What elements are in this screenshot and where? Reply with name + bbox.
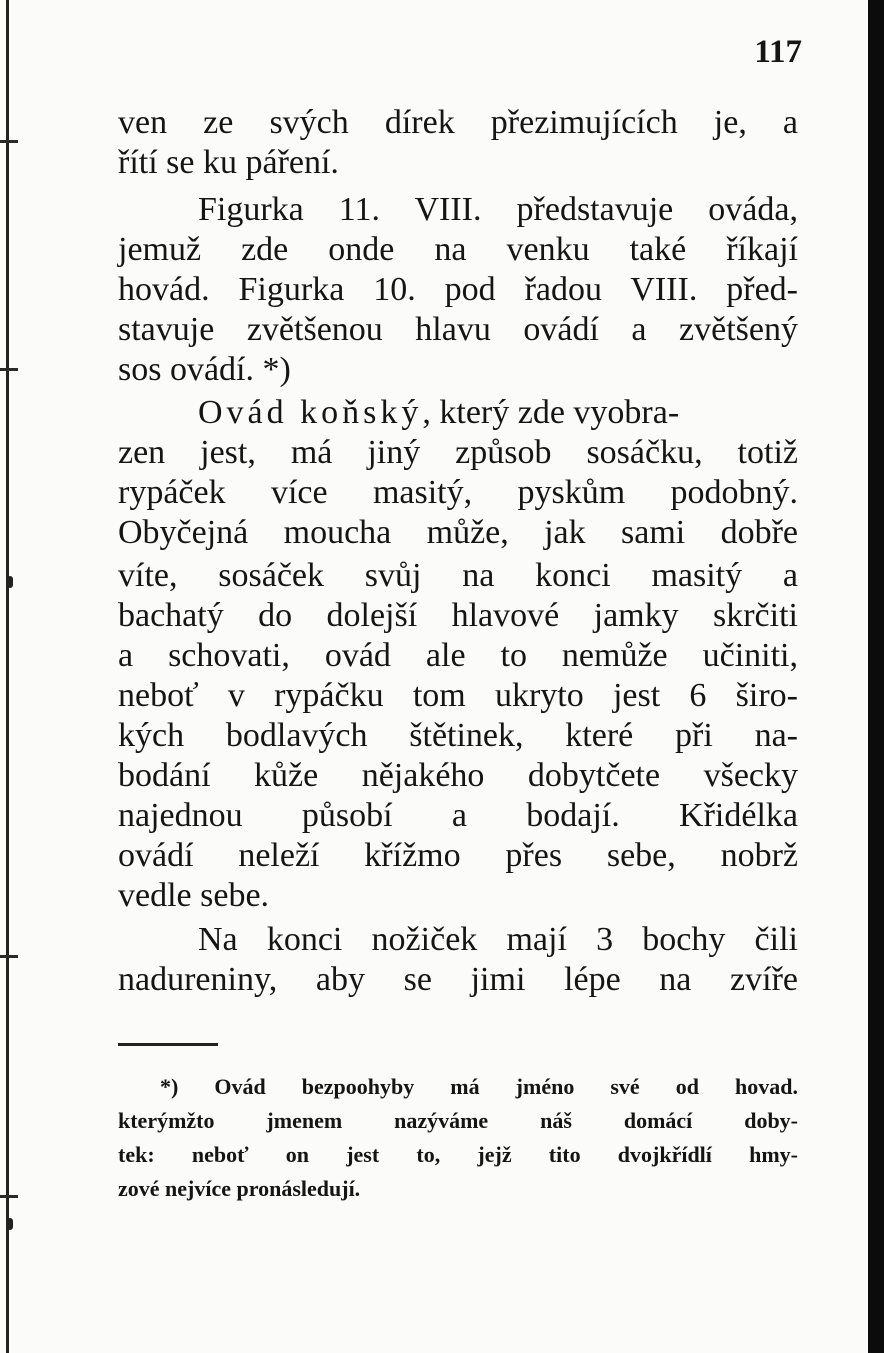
body-line: bodání kůže nějakého dobytčete všecky: [118, 757, 798, 794]
body-line: víte, sosáček svůj na konci masitý a: [118, 557, 798, 594]
body-line: bachatý do dolejší hlavové jamky skrčiti: [118, 597, 798, 634]
body-line: jemuž zde onde na venku také říkají: [118, 231, 798, 268]
body-line: sos ovádí. *): [118, 351, 291, 388]
scan-edge-mark: [0, 955, 18, 958]
scan-edge-mark: [0, 1195, 18, 1198]
body-line: hovád. Figurka 10. pod řadou VIII. před-: [118, 271, 798, 308]
body-line: rypáček více masitý, pyskům podobný.: [118, 474, 798, 511]
scan-right-edge: [868, 0, 884, 1353]
footnote-line: *) Ovád bezpoohyby má jméno své od hovad.: [160, 1074, 798, 1099]
body-line: najednou působí a bodají. Křidélka: [118, 797, 798, 834]
scan-edge-mark: [0, 368, 18, 371]
body-line: ovádí neleží křížmo přes sebe, nobrž: [118, 837, 798, 874]
body-line: kých bodlavých štětinek, které při na-: [118, 717, 798, 754]
body-line-rest: , který zde vyobra-: [422, 394, 680, 431]
body-line: neboť v rypáčku tom ukryto jest 6 širo-: [118, 677, 798, 714]
body-line: ven ze svých dírek přezimujících je, a: [118, 104, 798, 141]
body-line: nadureniny, aby se jimi lépe na zvíře: [118, 961, 798, 998]
scan-left-edge: [6, 0, 9, 1353]
footnote-line: tek: neboť on jest to, jejž tito dvojkřídlí hmy-: [118, 1142, 798, 1167]
footnote-line: zové nejvíce pronásledují.: [118, 1176, 361, 1201]
body-line: vedle sebe.: [118, 877, 270, 914]
body-line: Figurka 11. VIII. představuje ováda,: [198, 191, 798, 228]
scan-edge-dot: [7, 576, 13, 588]
body-line: Na konci nožiček mají 3 bochy čili: [198, 921, 798, 958]
body-line: řítí se ku páření.: [118, 144, 339, 181]
scan-edge-dot: [7, 1218, 13, 1230]
footnote-divider: [118, 1043, 218, 1046]
emphasized-term: Ovád koňský: [198, 394, 423, 431]
body-line: a schovati, ovád ale to nemůže učiniti,: [118, 637, 798, 674]
body-line: stavuje zvětšenou hlavu ovádí a zvětšený: [118, 311, 798, 348]
body-line: [198, 393, 798, 433]
body-line: Obyčejná moucha může, jak sami dobře: [118, 514, 798, 551]
footnote-line: kterýmžto jmenem nazýváme náš domácí doby-: [118, 1108, 798, 1133]
body-line: zen jest, má jiný způsob sosáčku, totiž: [118, 434, 798, 471]
page-number: 117: [754, 34, 802, 70]
scan-edge-mark: [0, 140, 18, 143]
